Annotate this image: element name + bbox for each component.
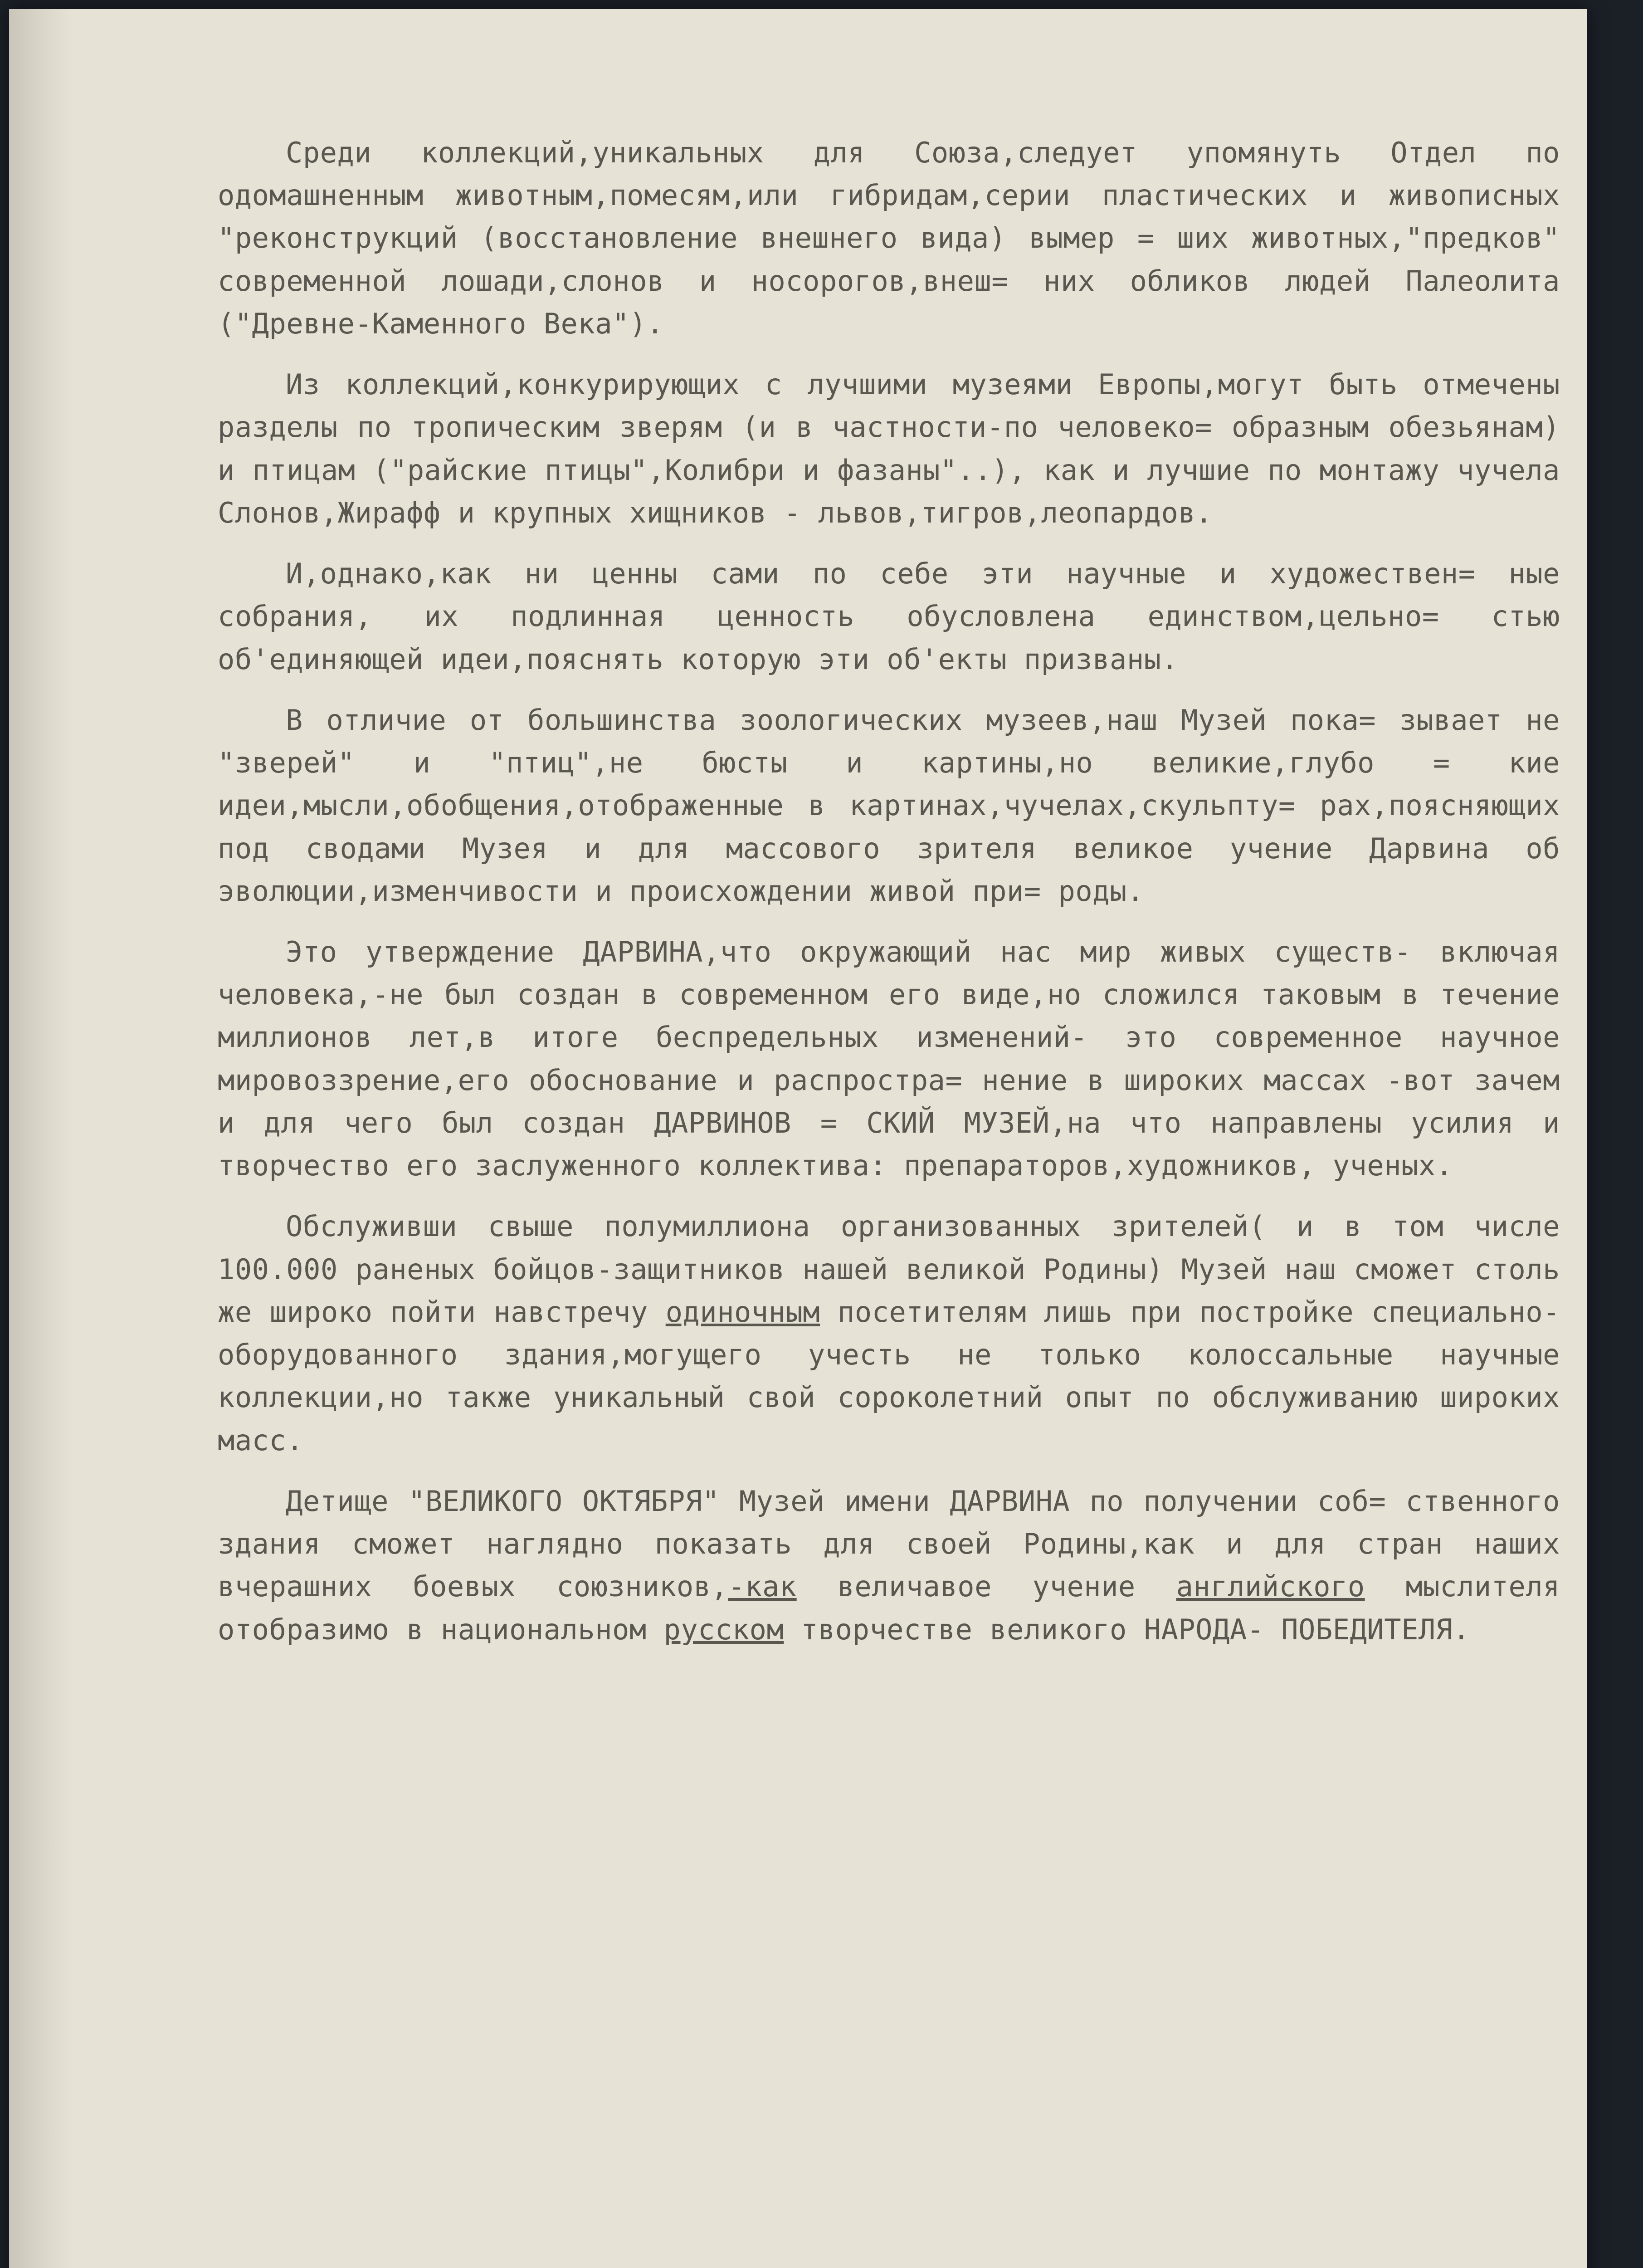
paragraph-7-part-c: мыслителя отобразимо в национальном xyxy=(218,1570,1577,1646)
paragraph-4: В отличие от большинства зоологических музеев,наш Музей пока= зывает не "зверей" и "птиц",не бюсты и картины,но великие,глубо = кие идеи,мысли,обобщения,отображенные в картинах,чучелах,скульпту= рах,поясняющих под сводами Музея и для массового зрителя великое учение Дарвина об эволюции,изменчивости и происхождении живой при= роды. xyxy=(218,703,1577,908)
paragraph-7-part-b: величавое учение xyxy=(796,1570,1176,1603)
underlined-word: одиночным xyxy=(665,1295,820,1329)
paragraph-2: Из коллекций,конкурирующих с лучшими музеями Европы,могут быть отмечены разделы по тропическим зверям (и в частности-по человеко= образным обезьянам) и птицам ("райские птицы",Колибри и фазаны"..), как и лучшие по монтажу чучела Слонов,Жирафф и крупных хищников - львов,тигров,леопардов. xyxy=(218,368,1577,529)
paragraph-5: Это утверждение ДАРВИНА,что окружающий нас мир живых существ- включая человека,-не был создан в современном его виде,но сложился таковым в течение миллионов лет,в итоге беспредельных изменений- это современное научное мировоззрение,его обоснование и распростра= нение в широких массах -вот зачем и для чего был создан ДАРВИНОВ = СКИЙ МУЗЕЙ,на что направлены усилия и творчество его заслуженного коллектива: препараторов,художников, ученых. xyxy=(218,935,1577,1183)
paragraph-6 xyxy=(218,1205,1577,1461)
paragraph-6-part-a: Обслуживши свыше полумиллиона организованных зрителей( и в том числе 100.000 раненых бойцов-защитников нашей великой Родины) Музей наш сможет столь же широко пойти навстречу xyxy=(218,1210,1577,1329)
page-fold-shadow xyxy=(9,9,73,2268)
paragraph-7-part-d: творчестве великого НАРОДА- ПОБЕДИТЕЛЯ. xyxy=(784,1613,1470,1646)
paragraph-6-part-b: посетителям лишь при постройке специально-оборудованного здания,могущего учесть не только колоссальные научные коллекции,но также уникальный свой сороколетний опыт по обслуживанию широких масс. xyxy=(218,1295,1577,1457)
document-page xyxy=(9,9,1587,2268)
paragraph-7-part-a: Детище "ВЕЛИКОГО ОКТЯБРЯ" Музей имени ДАРВИНА по получении соб= ственного здания сможет наглядно показать для своей Родины,как и для стран наших вчерашних боевых союзников, xyxy=(218,1484,1577,1603)
paragraph-7 xyxy=(218,1480,1577,1651)
paragraph-1: Среди коллекций,уникальных для Союза,следует упомянуть Отдел по одомашненным животным,помесям,или гибридам,серии пластических и живописных "реконструкций (восстановление внешнего вида) вымер = ших животных,"предков" современной лошади,слонов и носорогов,внеш= них обликов людей Палеолита ("Древне-Каменного Века"). xyxy=(218,136,1577,340)
underlined-word: английского xyxy=(1176,1570,1365,1603)
underlined-word: русском xyxy=(663,1613,784,1646)
document-body xyxy=(218,132,1577,1669)
paragraph-3: И,однако,как ни ценны сами по себе эти научные и художествен= ные собрания, их подлинная ценность обусловлена единством,цельно= стью об'единяющей идеи,пояснять которую эти об'екты призваны. xyxy=(218,557,1577,676)
underlined-word: -как xyxy=(728,1570,797,1603)
